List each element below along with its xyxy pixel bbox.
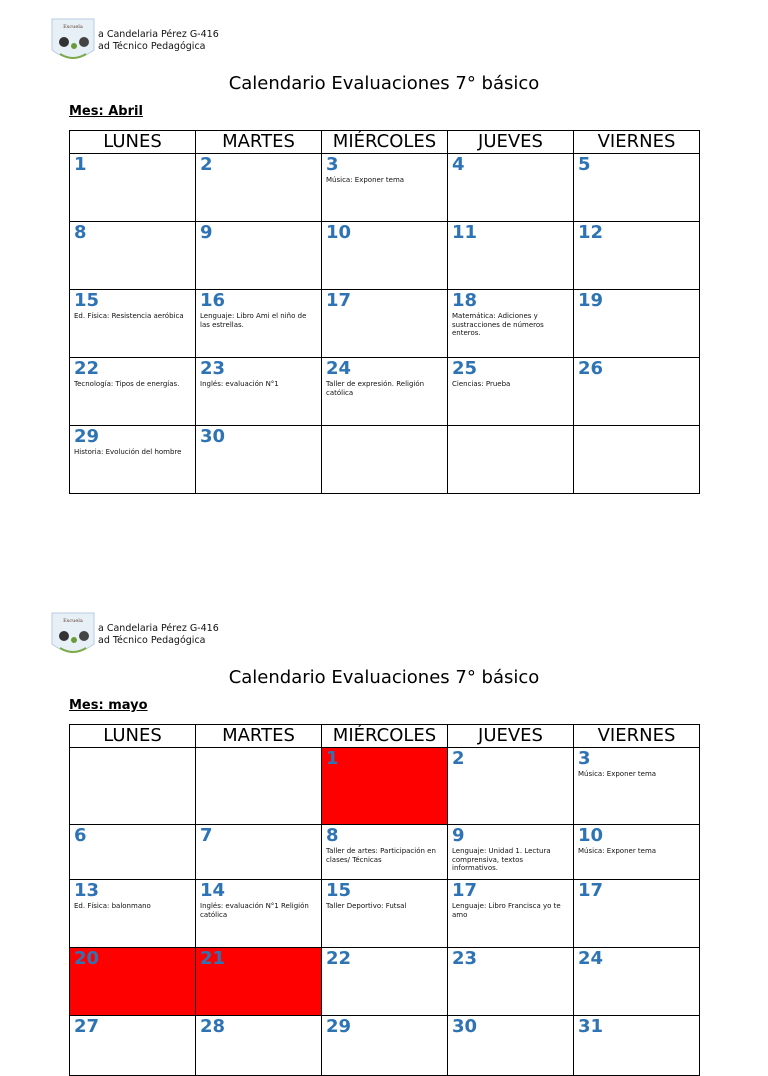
calendar-day-cell	[322, 1016, 448, 1076]
calendar-day-cell	[574, 290, 700, 358]
day-number: 1	[74, 154, 87, 175]
calendar-day-cell	[70, 948, 196, 1016]
day-number: 10	[578, 825, 604, 846]
day-number: 14	[200, 880, 226, 901]
calendar-day-cell	[70, 154, 196, 222]
day-number: 4	[452, 154, 465, 175]
calendar-day-cell	[574, 948, 700, 1016]
calendar-day-cell	[70, 825, 196, 880]
day-number: 18	[452, 290, 478, 311]
day-number: 7	[200, 825, 213, 846]
day-number: 19	[578, 290, 604, 311]
calendar-day-cell	[448, 748, 574, 825]
calendar-day-cell	[196, 825, 322, 880]
calendar-day-cell	[574, 880, 700, 948]
calendar-day-cell	[196, 426, 322, 494]
calendar-day-cell	[322, 222, 448, 290]
evaluation-note: Ed. Física: Resistencia aeróbica	[74, 312, 184, 320]
page-title-may: Calendario Evaluaciones 7° básico	[228, 667, 540, 688]
school-name-block	[98, 623, 219, 647]
calendar-day-cell	[196, 222, 322, 290]
month-label-april: Mes: Abril	[69, 104, 143, 119]
evaluation-note: Historia: Evolución del hombre	[74, 448, 182, 456]
calendar-week-row	[70, 358, 700, 426]
evaluation-note: Ed. Física: balonmano	[74, 902, 151, 910]
day-number: 31	[578, 1016, 604, 1037]
school-name-block	[98, 29, 219, 53]
day-number: 6	[74, 825, 87, 846]
day-number: 15	[326, 880, 352, 901]
weekday-header: LUNES	[70, 131, 196, 154]
calendar-day-cell	[448, 948, 574, 1016]
month-label-may: Mes: mayo	[69, 698, 148, 713]
day-number: 3	[326, 154, 339, 175]
weekday-header-row	[70, 131, 700, 154]
calendar-day-cell	[70, 426, 196, 494]
day-number: 9	[452, 825, 465, 846]
calendar-table-may	[69, 724, 700, 1076]
weekday-header: MARTES	[196, 725, 322, 748]
day-number: 2	[200, 154, 213, 175]
calendar-day-cell	[70, 1016, 196, 1076]
calendar-day-cell	[448, 222, 574, 290]
evaluation-note: Matemática: Adiciones y sustracciones de números enteros.	[452, 312, 544, 337]
day-number: 24	[578, 948, 604, 969]
calendar-day-cell	[70, 222, 196, 290]
day-number: 22	[74, 358, 100, 379]
weekday-header: MARTES	[196, 131, 322, 154]
day-number: 22	[326, 948, 352, 969]
day-number: 29	[326, 1016, 352, 1037]
day-number: 5	[578, 154, 591, 175]
day-number: 30	[200, 426, 226, 447]
evaluation-note: Tecnología: Tipos de energías.	[74, 380, 180, 388]
day-number: 21	[200, 948, 226, 969]
evaluation-note: Música: Exponer tema	[578, 847, 657, 855]
calendar-day-cell	[448, 426, 574, 494]
day-number: 17	[326, 290, 352, 311]
day-number: 17	[578, 880, 604, 901]
day-number: 8	[74, 222, 87, 243]
calendar-day-cell	[448, 880, 574, 948]
calendar-week-row	[70, 880, 700, 948]
day-number: 11	[452, 222, 478, 243]
day-number: 10	[326, 222, 352, 243]
calendar-day-cell	[322, 948, 448, 1016]
calendar-day-cell	[322, 290, 448, 358]
day-number: 24	[326, 358, 352, 379]
weekday-header: MIÉRCOLES	[322, 131, 448, 154]
calendar-day-cell	[448, 1016, 574, 1076]
day-number: 1	[326, 748, 339, 769]
day-number: 23	[200, 358, 226, 379]
day-number: 16	[200, 290, 226, 311]
weekday-header: JUEVES	[448, 131, 574, 154]
calendar-day-cell	[196, 880, 322, 948]
school-logo	[48, 16, 98, 66]
calendar-day-cell	[574, 222, 700, 290]
calendar-day-cell	[574, 358, 700, 426]
school-name-line1: a Candelaria Pérez G-416	[98, 29, 219, 40]
calendar-day-cell	[322, 358, 448, 426]
evaluation-note: Música: Exponer tema	[578, 770, 657, 778]
evaluation-note: Lenguaje: Unidad 1. Lectura comprensiva, textos informativos.	[452, 847, 551, 872]
evaluation-note: Inglés: evaluación N°1 Religión católica	[200, 902, 309, 919]
day-number: 12	[578, 222, 604, 243]
calendar-week-row	[70, 948, 700, 1016]
weekday-header: VIERNES	[574, 131, 700, 154]
school-name-line2: ad Técnico Pedagógica	[98, 635, 206, 646]
calendar-day-cell	[196, 748, 322, 825]
day-number: 27	[74, 1016, 100, 1037]
calendar-day-cell	[322, 880, 448, 948]
evaluation-note: Taller de expresión. Religión católica	[326, 380, 425, 397]
calendar-day-cell	[448, 825, 574, 880]
day-number: 26	[578, 358, 604, 379]
evaluation-note: Lenguaje: Libro Ami el niño de las estrellas.	[200, 312, 307, 329]
day-number: 20	[74, 948, 100, 969]
weekday-header: JUEVES	[448, 725, 574, 748]
calendar-table-april	[69, 130, 700, 494]
calendar-day-cell	[322, 154, 448, 222]
svg-text:Escuela: Escuela	[63, 24, 83, 30]
calendar-day-cell	[196, 358, 322, 426]
calendar-day-cell	[448, 290, 574, 358]
calendar-day-cell	[196, 154, 322, 222]
calendar-day-cell	[574, 1016, 700, 1076]
evaluation-note: Taller de artes: Participación en clases/ Técnicas	[326, 847, 436, 864]
day-number: 3	[578, 748, 591, 769]
calendar-day-cell	[70, 290, 196, 358]
evaluation-note: Lenguaje: Libro Francisca yo te amo	[452, 902, 561, 919]
day-number: 2	[452, 748, 465, 769]
evaluation-note: Ciencias: Prueba	[452, 380, 511, 388]
day-number: 8	[326, 825, 339, 846]
svg-text:Escuela: Escuela	[63, 618, 83, 624]
calendar-week-row	[70, 1016, 700, 1076]
weekday-header-row	[70, 725, 700, 748]
calendar-day-cell	[574, 825, 700, 880]
school-name-line2: ad Técnico Pedagógica	[98, 41, 206, 52]
calendar-week-row	[70, 154, 700, 222]
calendar-week-row	[70, 290, 700, 358]
calendar-day-cell	[70, 358, 196, 426]
calendar-day-cell	[448, 154, 574, 222]
calendar-day-cell	[70, 748, 196, 825]
day-number: 28	[200, 1016, 226, 1037]
school-header-may	[48, 610, 219, 660]
day-number: 13	[74, 880, 100, 901]
school-name-line1: a Candelaria Pérez G-416	[98, 623, 219, 634]
page-title-april: Calendario Evaluaciones 7° básico	[228, 73, 540, 94]
evaluation-note: Taller Deportivo: Futsal	[326, 902, 407, 910]
weekday-header: LUNES	[70, 725, 196, 748]
calendar-day-cell	[574, 748, 700, 825]
school-header-april	[48, 16, 219, 66]
evaluation-note: Música: Exponer tema	[326, 176, 405, 184]
day-number: 29	[74, 426, 100, 447]
calendar-day-cell	[196, 290, 322, 358]
day-number: 30	[452, 1016, 478, 1037]
school-logo	[48, 610, 98, 660]
calendar-day-cell	[70, 880, 196, 948]
day-number: 23	[452, 948, 478, 969]
calendar-day-cell	[448, 358, 574, 426]
calendar-day-cell	[322, 748, 448, 825]
day-number: 17	[452, 880, 478, 901]
calendar-day-cell	[574, 426, 700, 494]
calendar-day-cell	[322, 825, 448, 880]
calendar-day-cell	[196, 948, 322, 1016]
calendar-day-cell	[574, 154, 700, 222]
day-number: 9	[200, 222, 213, 243]
calendar-day-cell	[322, 426, 448, 494]
weekday-header: VIERNES	[574, 725, 700, 748]
day-number: 15	[74, 290, 100, 311]
day-number: 25	[452, 358, 478, 379]
evaluation-note: Inglés: evaluación N°1	[200, 380, 279, 388]
weekday-header: MIÉRCOLES	[322, 725, 448, 748]
calendar-day-cell	[196, 1016, 322, 1076]
calendar-week-row	[70, 825, 700, 880]
calendar-week-row	[70, 426, 700, 494]
calendar-week-row	[70, 222, 700, 290]
calendar-week-row	[70, 748, 700, 825]
